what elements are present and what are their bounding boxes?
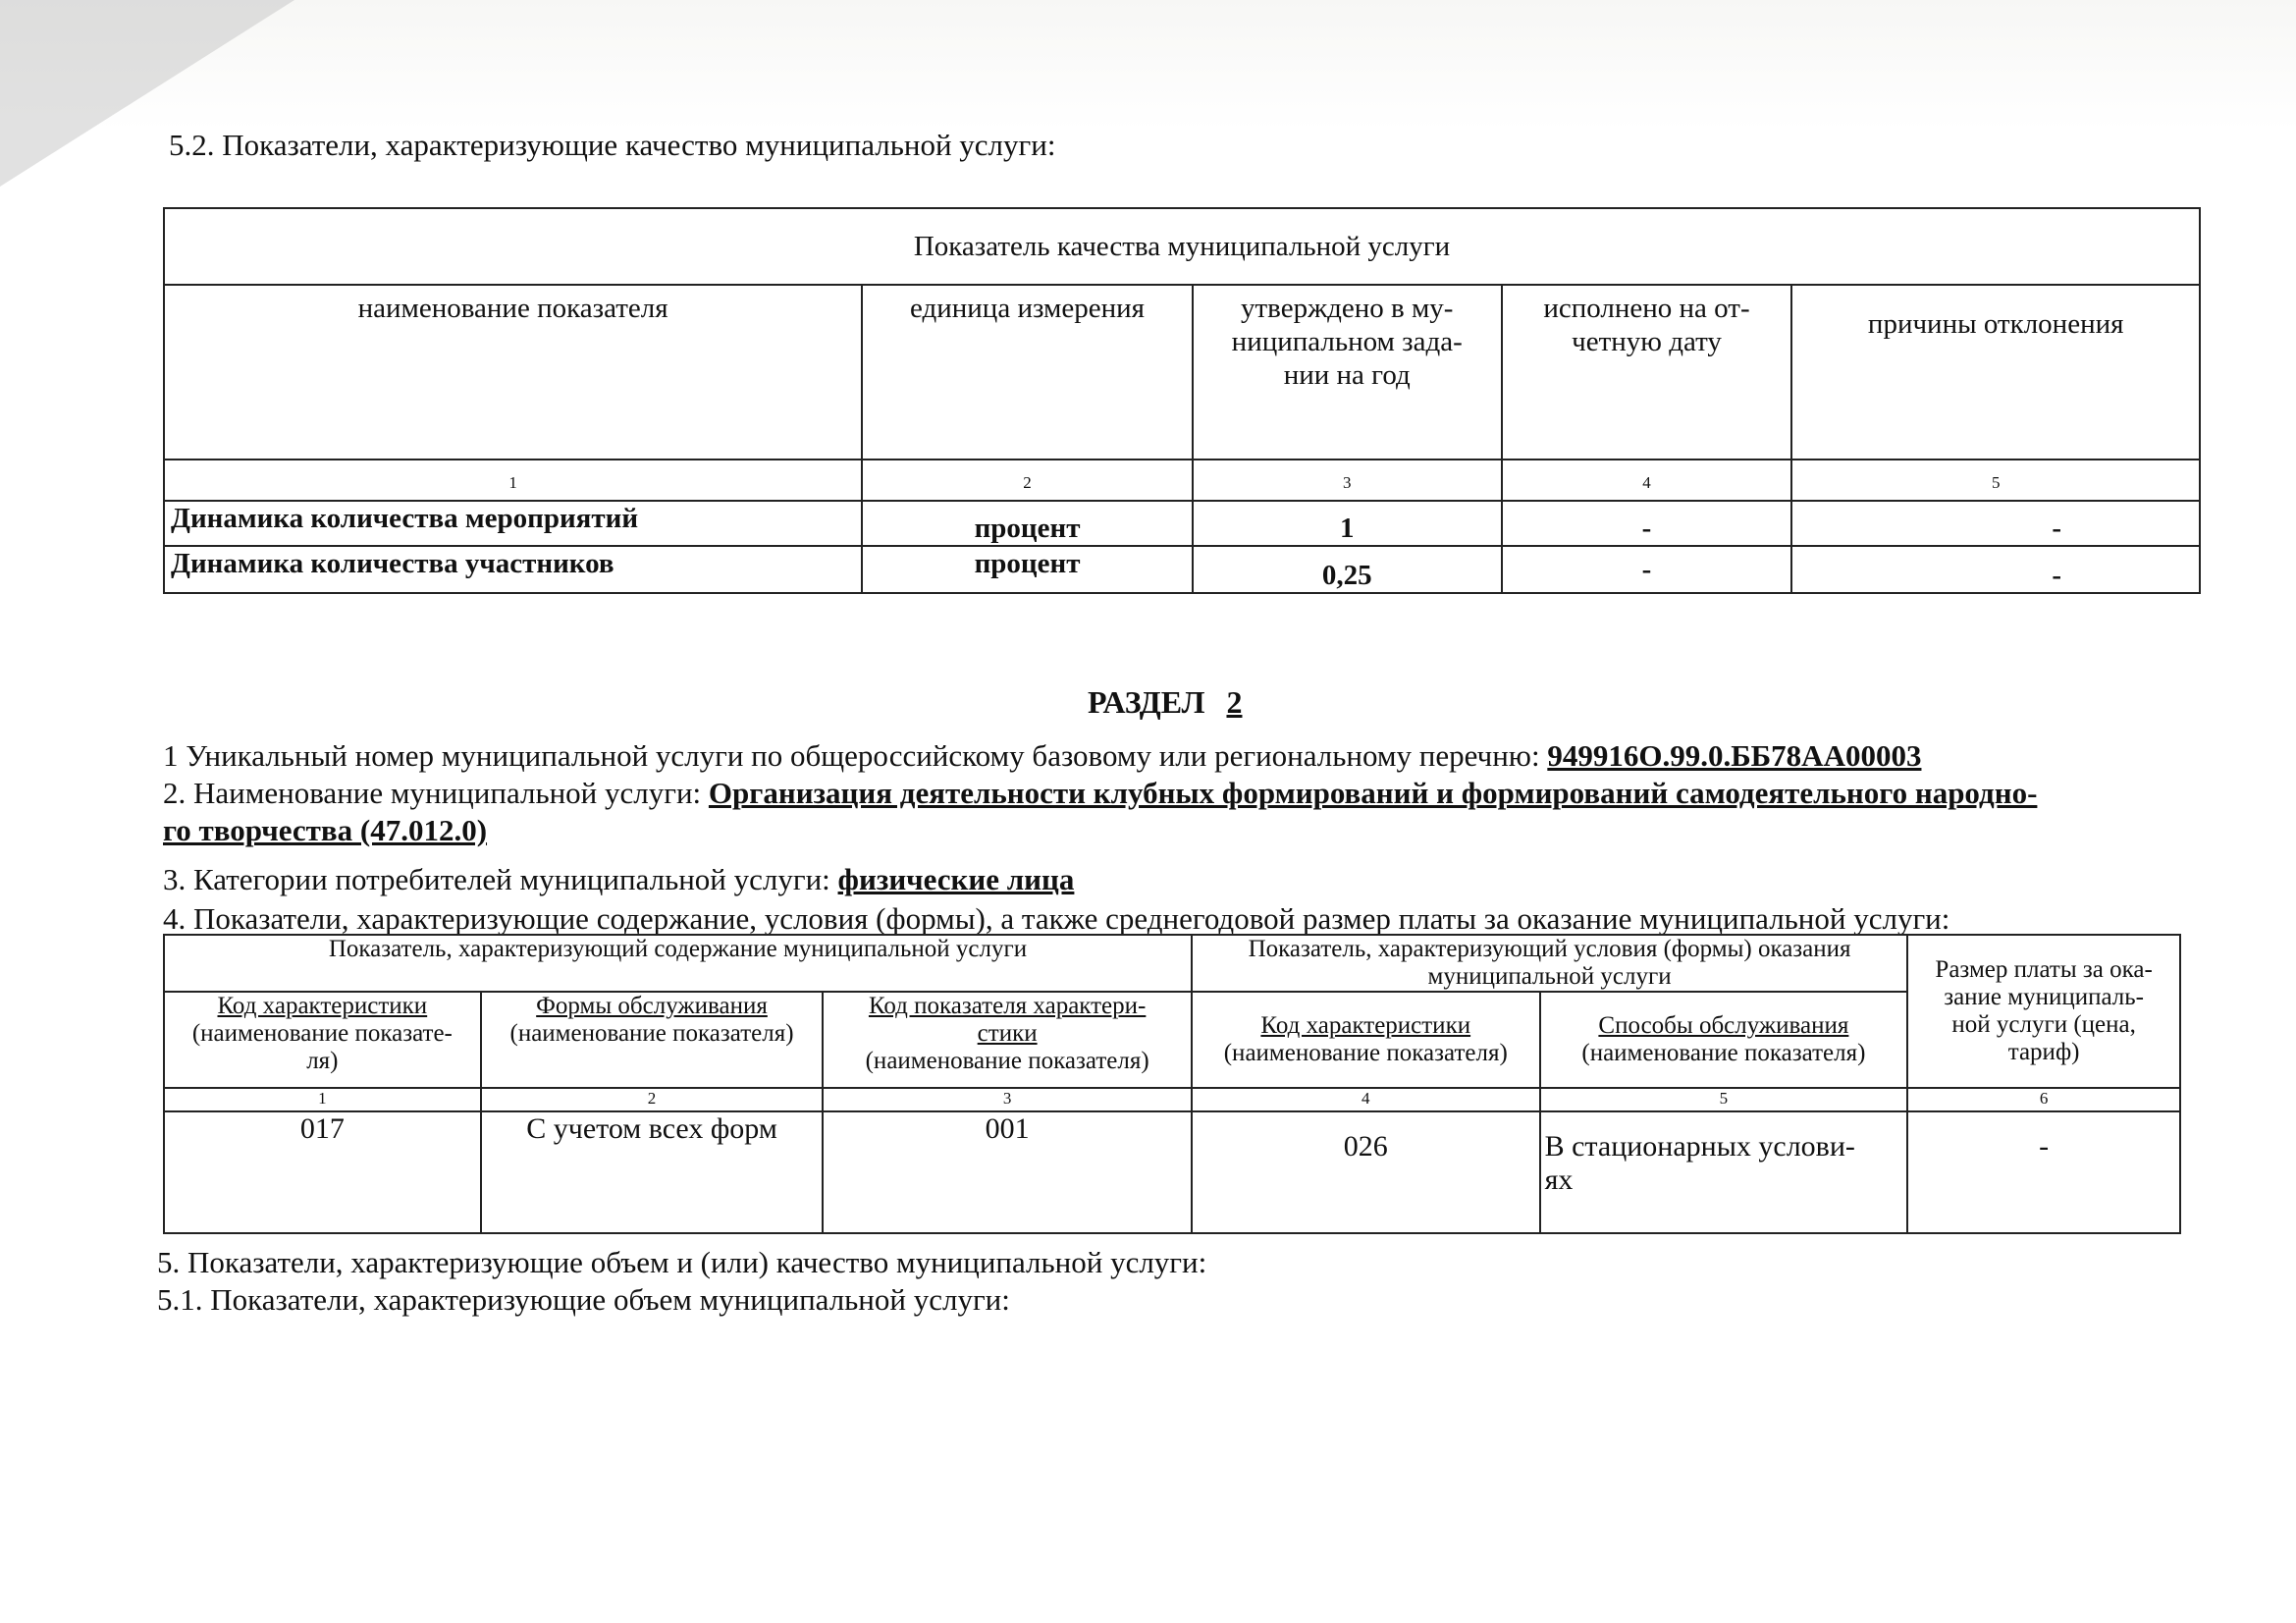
col-header-approved: утверждено в му- ниципальном зада- нии на год xyxy=(1193,285,1502,460)
col-number: 2 xyxy=(862,460,1193,501)
col-number: 5 xyxy=(1540,1088,1908,1111)
sub-header xyxy=(164,992,481,1088)
col-number: 4 xyxy=(1502,460,1792,501)
section-5-1-heading: 5.1. Показатели, характеризующие объем муниципальной услуги: xyxy=(157,1282,1010,1317)
service-fee: - xyxy=(1907,1111,2180,1233)
sub-header-title: Способы обслуживания xyxy=(1598,1012,1849,1039)
indicator-reason: - xyxy=(1791,546,2200,593)
indicator-approved: 0,25 xyxy=(1193,546,1502,593)
col-number: 1 xyxy=(164,1088,481,1111)
item-1 xyxy=(163,738,1921,774)
col-header-reason: причины отклонения xyxy=(1791,285,2200,460)
indicator-approved: 1 xyxy=(1193,501,1502,546)
item-1-value: 949916О.99.0.ББ78АА00003 xyxy=(1547,738,1922,773)
sub-header xyxy=(1192,992,1540,1088)
sub-header-note: (наименование показателя) xyxy=(1581,1040,1866,1066)
col-header-done: исполнено на от- четную дату xyxy=(1502,285,1792,460)
col-number: 3 xyxy=(1193,460,1502,501)
table-row xyxy=(164,546,2200,593)
col-header-unit: единица измерения xyxy=(862,285,1193,460)
table-row xyxy=(164,1111,2180,1233)
group-header-content: Показатель, характеризующий содержание муниципальной услуги xyxy=(164,935,1192,992)
characteristic-code: 017 xyxy=(164,1111,481,1233)
table-row xyxy=(164,501,2200,546)
item-3-label: 3. Категории потребителей муниципальной услуги: xyxy=(163,862,830,896)
indicator-name: Динамика количества участников xyxy=(164,546,862,593)
col-number: 2 xyxy=(481,1088,824,1111)
sub-header-title: Код показателя характери- стики xyxy=(868,993,1147,1047)
section-5-2-heading: 5.2. Показатели, характеризующие качество муниципальной услуги: xyxy=(169,128,1056,162)
service-method: В стационарных услови- ях xyxy=(1540,1111,1908,1233)
indicator-unit: процент xyxy=(862,501,1193,546)
sub-header-note: (наименование показателя) xyxy=(865,1048,1149,1074)
col-number: 5 xyxy=(1791,460,2200,501)
item-2-label: 2. Наименование муниципальной услуги: xyxy=(163,776,702,810)
indicator-unit: процент xyxy=(862,546,1193,593)
col-header-name: наименование показателя xyxy=(164,285,862,460)
razdel-heading xyxy=(1088,684,1255,720)
sub-header xyxy=(823,992,1192,1088)
sub-header-note: (наименование показате- ля) xyxy=(191,1020,453,1074)
col-number: 4 xyxy=(1192,1088,1540,1111)
item-3 xyxy=(163,862,1074,897)
service-form: С учетом всех форм xyxy=(481,1111,824,1233)
sub-header-note: (наименование показателя) xyxy=(1223,1040,1508,1066)
quality-indicators-table xyxy=(163,207,2201,594)
quality-table-title: Показатель качества муниципальной услуги xyxy=(164,208,2200,285)
content-conditions-table xyxy=(163,934,2181,1234)
col-number: 3 xyxy=(823,1088,1192,1111)
sub-header-title: Код характеристики xyxy=(217,993,428,1019)
item-3-value: физические лица xyxy=(837,862,1075,896)
indicator-done: - xyxy=(1502,501,1792,546)
section-5-heading: 5. Показатели, характеризующие объем и (или) качество муниципальной услуги: xyxy=(157,1245,1207,1279)
sub-header xyxy=(1540,992,1908,1088)
item-4: 4. Показатели, характеризующие содержание, условия (формы), а также среднегодовой размер платы за оказание муниципальной услуги: xyxy=(163,901,1950,936)
col-number: 6 xyxy=(1907,1088,2180,1111)
sub-header xyxy=(481,992,824,1088)
item-2-value-line1: Организация деятельности клубных формирований и формирований самодеятельного народно- xyxy=(708,776,2038,810)
razdel-label: РАЗДЕЛ xyxy=(1088,684,1205,720)
condition-code: 026 xyxy=(1192,1111,1540,1233)
sub-header-title: Формы обслуживания xyxy=(536,993,768,1019)
col-number: 1 xyxy=(164,460,862,501)
razdel-number: 2 xyxy=(1226,684,1243,720)
group-header-conditions: Показатель, характеризующий условия (формы) оказания муниципальной услуги xyxy=(1192,935,1907,992)
indicator-done: - xyxy=(1502,546,1792,593)
group-header-fee: Размер платы за ока- зание муниципаль- ной услуги (цена, тариф) xyxy=(1907,935,2180,1088)
item-1-label: 1 Уникальный номер муниципальной услуги по общероссийскому базовому или региональному перечню: xyxy=(163,738,1540,773)
item-2 xyxy=(163,776,2037,811)
sub-header-title: Код характеристики xyxy=(1260,1012,1471,1039)
item-2-value-line2: го творчества (47.012.0) xyxy=(163,813,488,847)
indicator-reason: - xyxy=(1791,501,2200,546)
sub-header-note: (наименование показателя) xyxy=(509,1020,794,1047)
indicator-name: Динамика количества мероприятий xyxy=(164,501,862,546)
indicator-code: 001 xyxy=(823,1111,1192,1233)
